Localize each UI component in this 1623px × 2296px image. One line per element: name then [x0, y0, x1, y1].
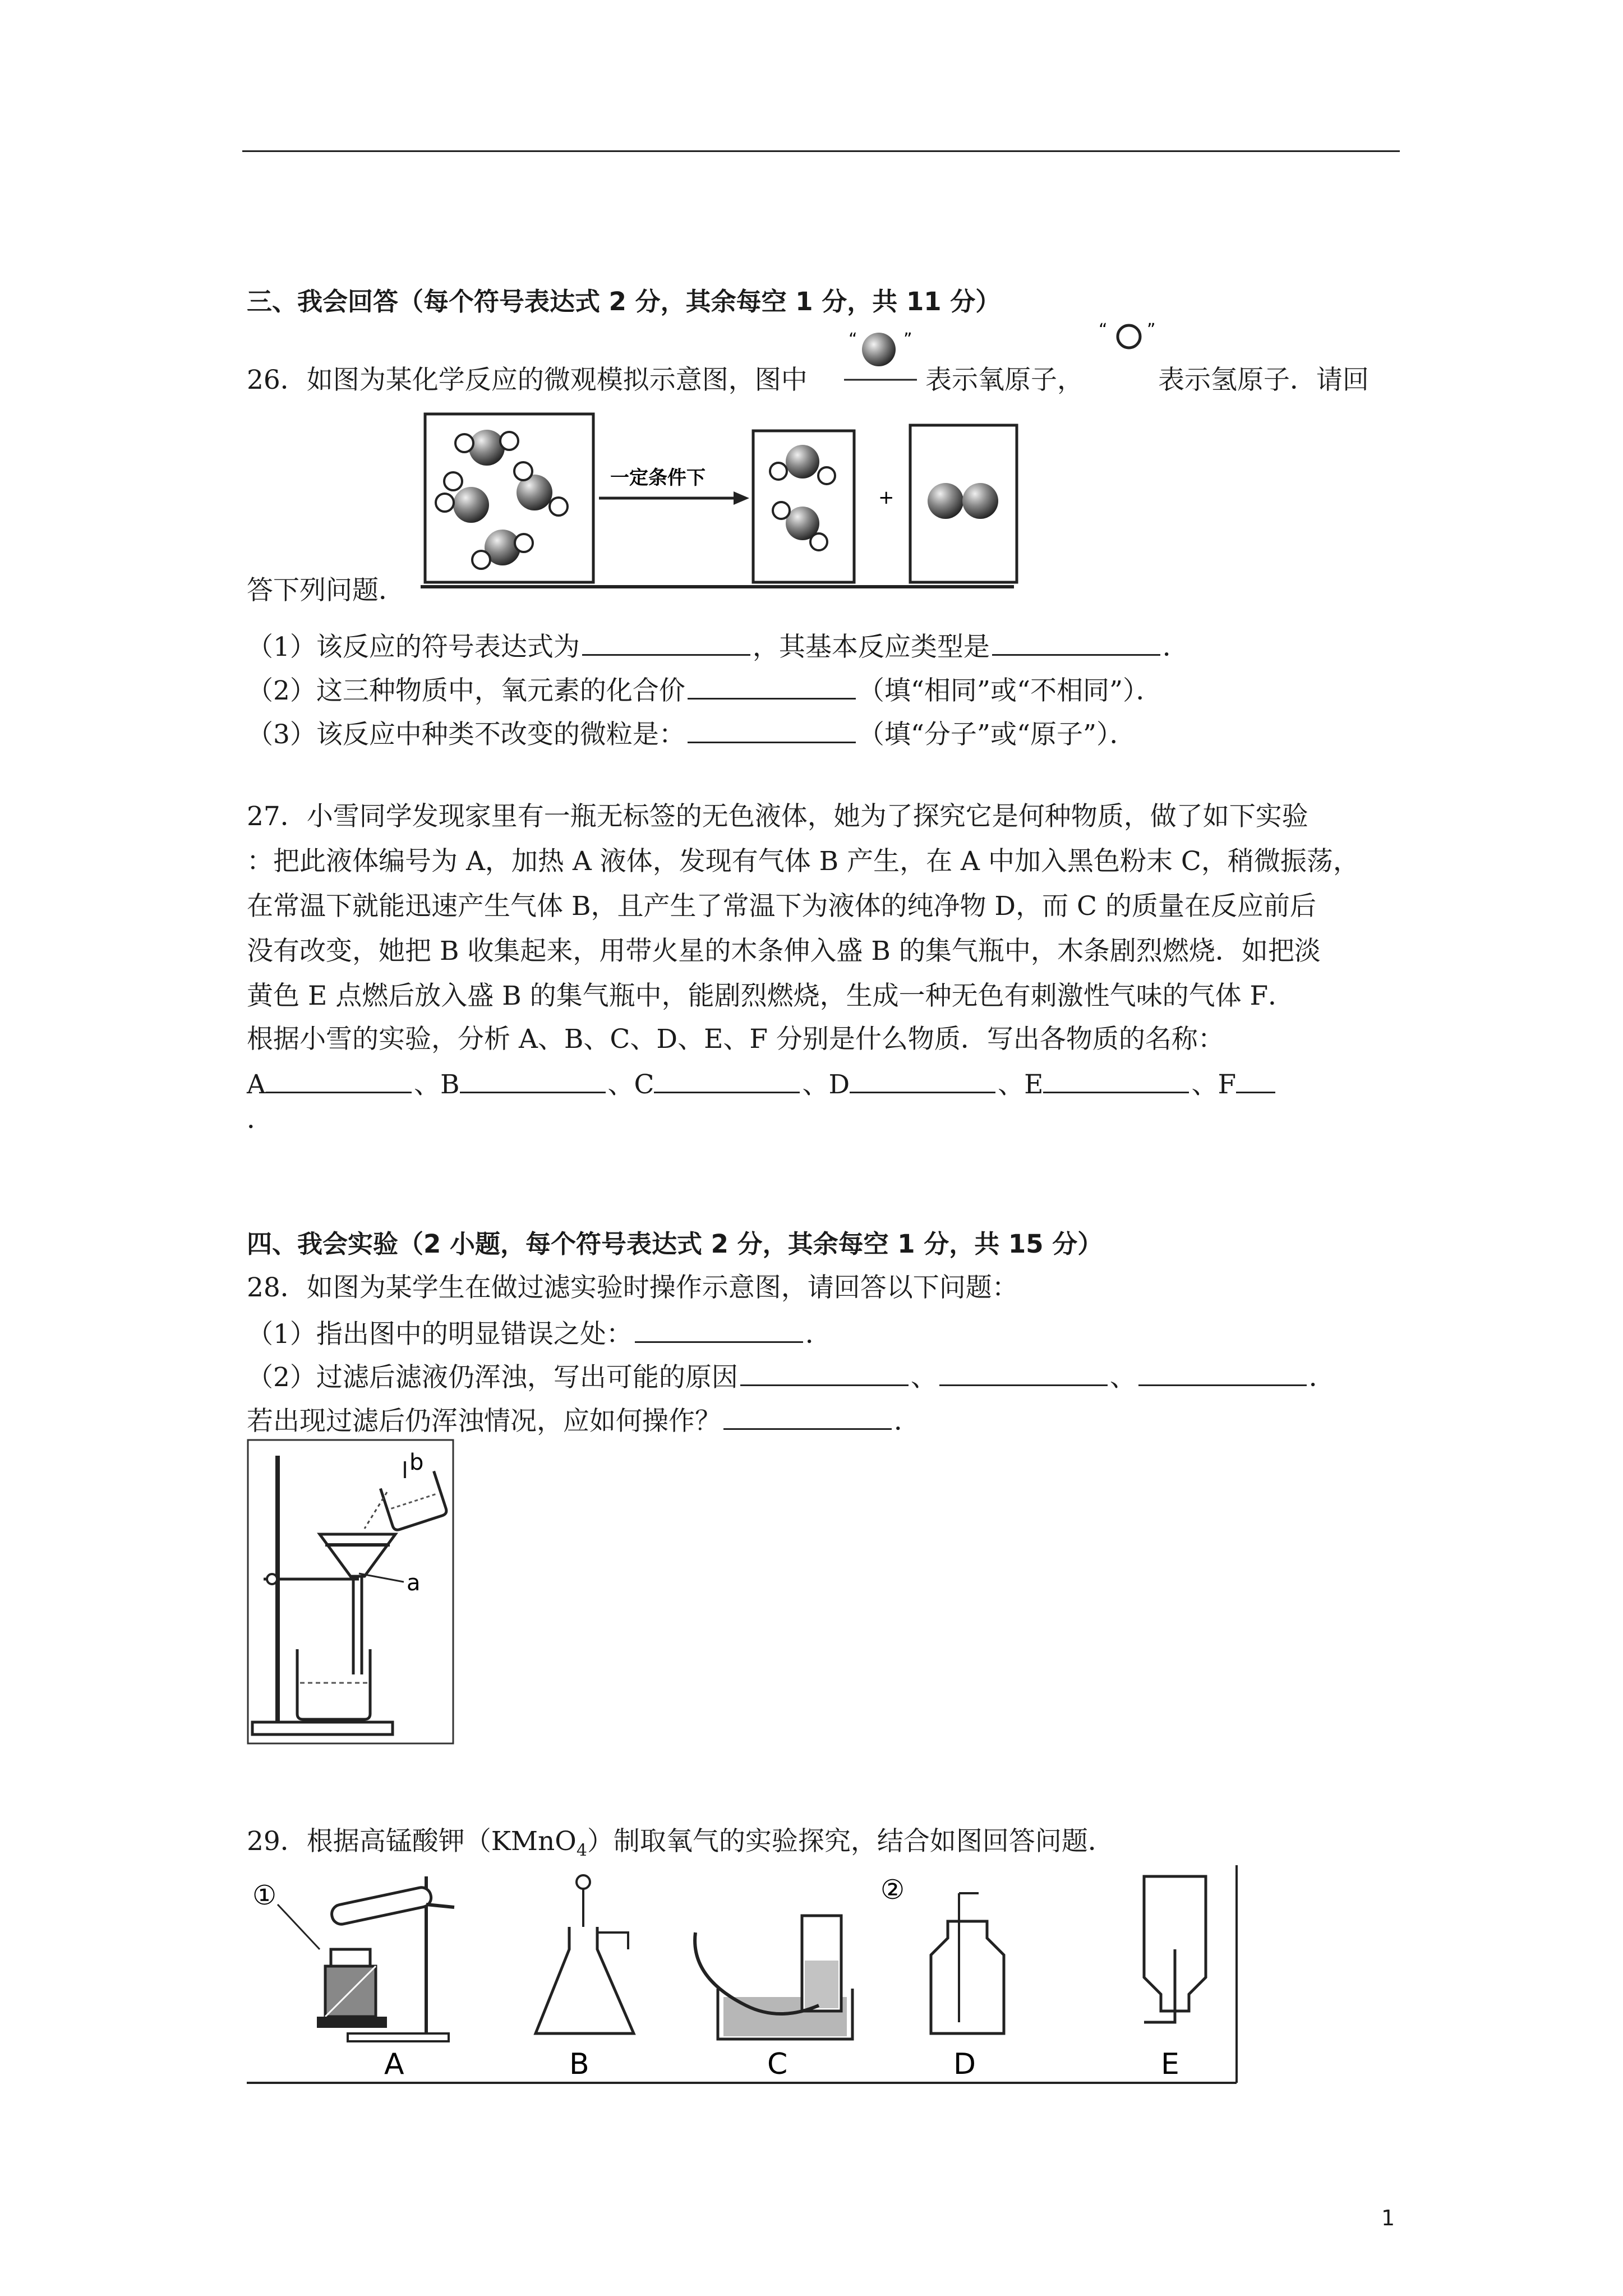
q26-line2: 答下列问题．: [247, 575, 405, 606]
q27-line-3: 在常温下就能迅速产生气体 B，且产生了常温下为液体的纯净物 D，而 C 的质量在反应前后: [247, 891, 1316, 922]
q28-sub1-end: ．: [805, 1319, 832, 1350]
q27-answers: [247, 1066, 1278, 1101]
q26-line1-a: 26．如图为某化学反应的微观模拟示意图，图中: [247, 365, 808, 395]
q27-label-f: 、F: [1191, 1069, 1237, 1100]
reaction-diagram: [419, 408, 1025, 591]
q27-blank-c[interactable]: [654, 1066, 800, 1093]
q28-sub2-sep-2: 、: [1109, 1362, 1136, 1393]
oxygen-apparatus-figure: [247, 1865, 1239, 2090]
q27-blank-b[interactable]: [460, 1066, 606, 1093]
q27-line-4: 没有改变，她把 B 收集起来，用带火星的木条伸入盛 B 的集气瓶中，木条剧烈燃烧．如把淡: [247, 936, 1321, 967]
q27-line-2: ：把此液体编号为 A，加热 A 液体，发现有气体 B 产生，在 A 中加入黑色粉末 C，稍微振荡，: [247, 846, 1359, 877]
svg-text:”: ”: [1147, 320, 1156, 340]
q28-sub2-end: ．: [1308, 1362, 1335, 1393]
q27-blank-a[interactable]: [266, 1066, 412, 1093]
apparatus-c-label: C: [767, 2047, 788, 2081]
q26-sub3-answer-blank[interactable]: [688, 716, 856, 743]
q27-label-b: 、B: [413, 1069, 460, 1100]
filtration-apparatus-figure: [247, 1439, 454, 1745]
q26-sub1-answer-blank-2[interactable]: [992, 628, 1160, 656]
q28-sub2: [247, 1359, 1335, 1393]
q27-blank-f[interactable]: [1236, 1066, 1275, 1093]
svg-text:“: “: [849, 330, 857, 349]
header-rule: [242, 150, 1400, 152]
q28-sub2-answer-blank-2[interactable]: [939, 1359, 1108, 1386]
apparatus-e-label: E: [1161, 2047, 1179, 2081]
oxygen-atom-legend-icon: [844, 328, 917, 381]
q27-line-1: 27．小雪同学发现家里有一瓶无标签的无色液体，她为了探究它是何种物质，做了如下实验: [247, 801, 1308, 832]
apparatus-e: [1144, 1876, 1206, 2081]
q29-intro-subscript: 4: [576, 1841, 587, 1861]
q26-line1-c: 表示氢原子．请回: [1158, 365, 1369, 395]
q26-sub1: [247, 628, 1189, 663]
svg-text:“: “: [1099, 320, 1108, 340]
q26-sub1-text-b: ，其基本反应类型是: [752, 632, 990, 662]
q28-sub3: [247, 1402, 920, 1437]
q27-end-period: ．: [247, 1104, 273, 1135]
q27-label-d: 、D: [802, 1069, 850, 1100]
q28-sub3-end: ．: [894, 1406, 920, 1437]
page-number: 1: [1381, 2206, 1395, 2230]
q26-sub3: [247, 716, 1136, 751]
q28-sub1-text: （1）指出图中的明显错误之处：: [247, 1319, 633, 1350]
q28-sub2-answer-blank-3[interactable]: [1138, 1359, 1307, 1386]
q26-sub1-text-a: （1）该反应的符号表达式为: [247, 632, 580, 662]
section3-title: 三、我会回答（每个符号表达式 2 分，其余每空 1 分，共 11 分）: [247, 287, 1001, 316]
q27-blank-e[interactable]: [1043, 1066, 1189, 1093]
q29-intro-b: ）制取氧气的实验探究，结合如图回答问题．: [587, 1826, 1114, 1857]
q28-sub2-answer-blank-1[interactable]: [740, 1359, 909, 1386]
apparatus-a: [252, 1876, 454, 2081]
q27-label-e: 、E: [998, 1069, 1044, 1100]
q29-intro: [247, 1826, 1114, 1866]
q28-intro: 28．如图为某学生在做过滤实验时操作示意图，请回答以下问题：: [247, 1272, 1018, 1303]
circle-1-label: ①: [252, 1880, 277, 1911]
q28-sub1: [247, 1315, 832, 1350]
q26-sub1-text-c: ．: [1162, 632, 1189, 662]
q29-intro-a: 29．根据高锰酸钾（KMnO: [247, 1826, 577, 1857]
apparatus-b: [536, 1875, 634, 2081]
hydrogen-atom-legend-icon: [1096, 319, 1164, 358]
apparatus-c: [695, 1874, 905, 2081]
apparatus-a-label: A: [384, 2047, 404, 2081]
q26-sub1-answer-blank-1[interactable]: [582, 628, 750, 656]
q26-sub2-answer-blank[interactable]: [688, 672, 856, 700]
apparatus-d-label: D: [953, 2047, 976, 2081]
q27-blank-d[interactable]: [850, 1066, 995, 1093]
q27-label-a: A: [247, 1069, 266, 1100]
apparatus-b-label: B: [569, 2047, 589, 2081]
label-b: b: [409, 1450, 424, 1475]
q26-sub2-text-a: （2）这三种物质中，氧元素的化合价: [247, 675, 685, 706]
circle-2-label: ②: [880, 1874, 905, 1906]
q28-sub1-answer-blank[interactable]: [635, 1315, 803, 1343]
q28-sub2-sep-1: 、: [910, 1362, 937, 1393]
q27-label-c: 、C: [607, 1069, 654, 1100]
q26-sub3-text-b: （填“分子”或“原子”）．: [857, 719, 1136, 750]
section4-title: 四、我会实验（2 小题，每个符号表达式 2 分，其余每空 1 分，共 15 分）: [247, 1229, 1103, 1259]
q26-sub2-text-b: （填“相同”或“不相同”）．: [857, 675, 1163, 706]
arrow-condition-label: 一定条件下: [610, 467, 706, 489]
q27-line-5: 黄色 E 点燃后放入盛 B 的集气瓶中，能剧烈燃烧，生成一种无色有刺激性气味的气体 F．: [247, 981, 1295, 1011]
q28-sub2-text: （2）过滤后滤液仍浑浊，写出可能的原因: [247, 1362, 738, 1393]
label-a: a: [407, 1570, 421, 1596]
q27-line-6: 根据小雪的实验，分析 A、B、C、D、E、F 分别是什么物质．写出各物质的名称：: [247, 1024, 1224, 1055]
q28-sub3-answer-blank[interactable]: [723, 1402, 892, 1430]
q26-line1-b: 表示氧原子，: [925, 365, 1083, 395]
q26-sub2: [247, 672, 1163, 707]
q28-sub3-text: 若出现过滤后仍浑浊情况，应如何操作？: [247, 1406, 721, 1437]
apparatus-d: [931, 1893, 1004, 2081]
plus-sign: +: [878, 486, 895, 509]
svg-text:”: ”: [903, 330, 912, 349]
q26-sub3-text-a: （3）该反应中种类不改变的微粒是：: [247, 719, 685, 750]
